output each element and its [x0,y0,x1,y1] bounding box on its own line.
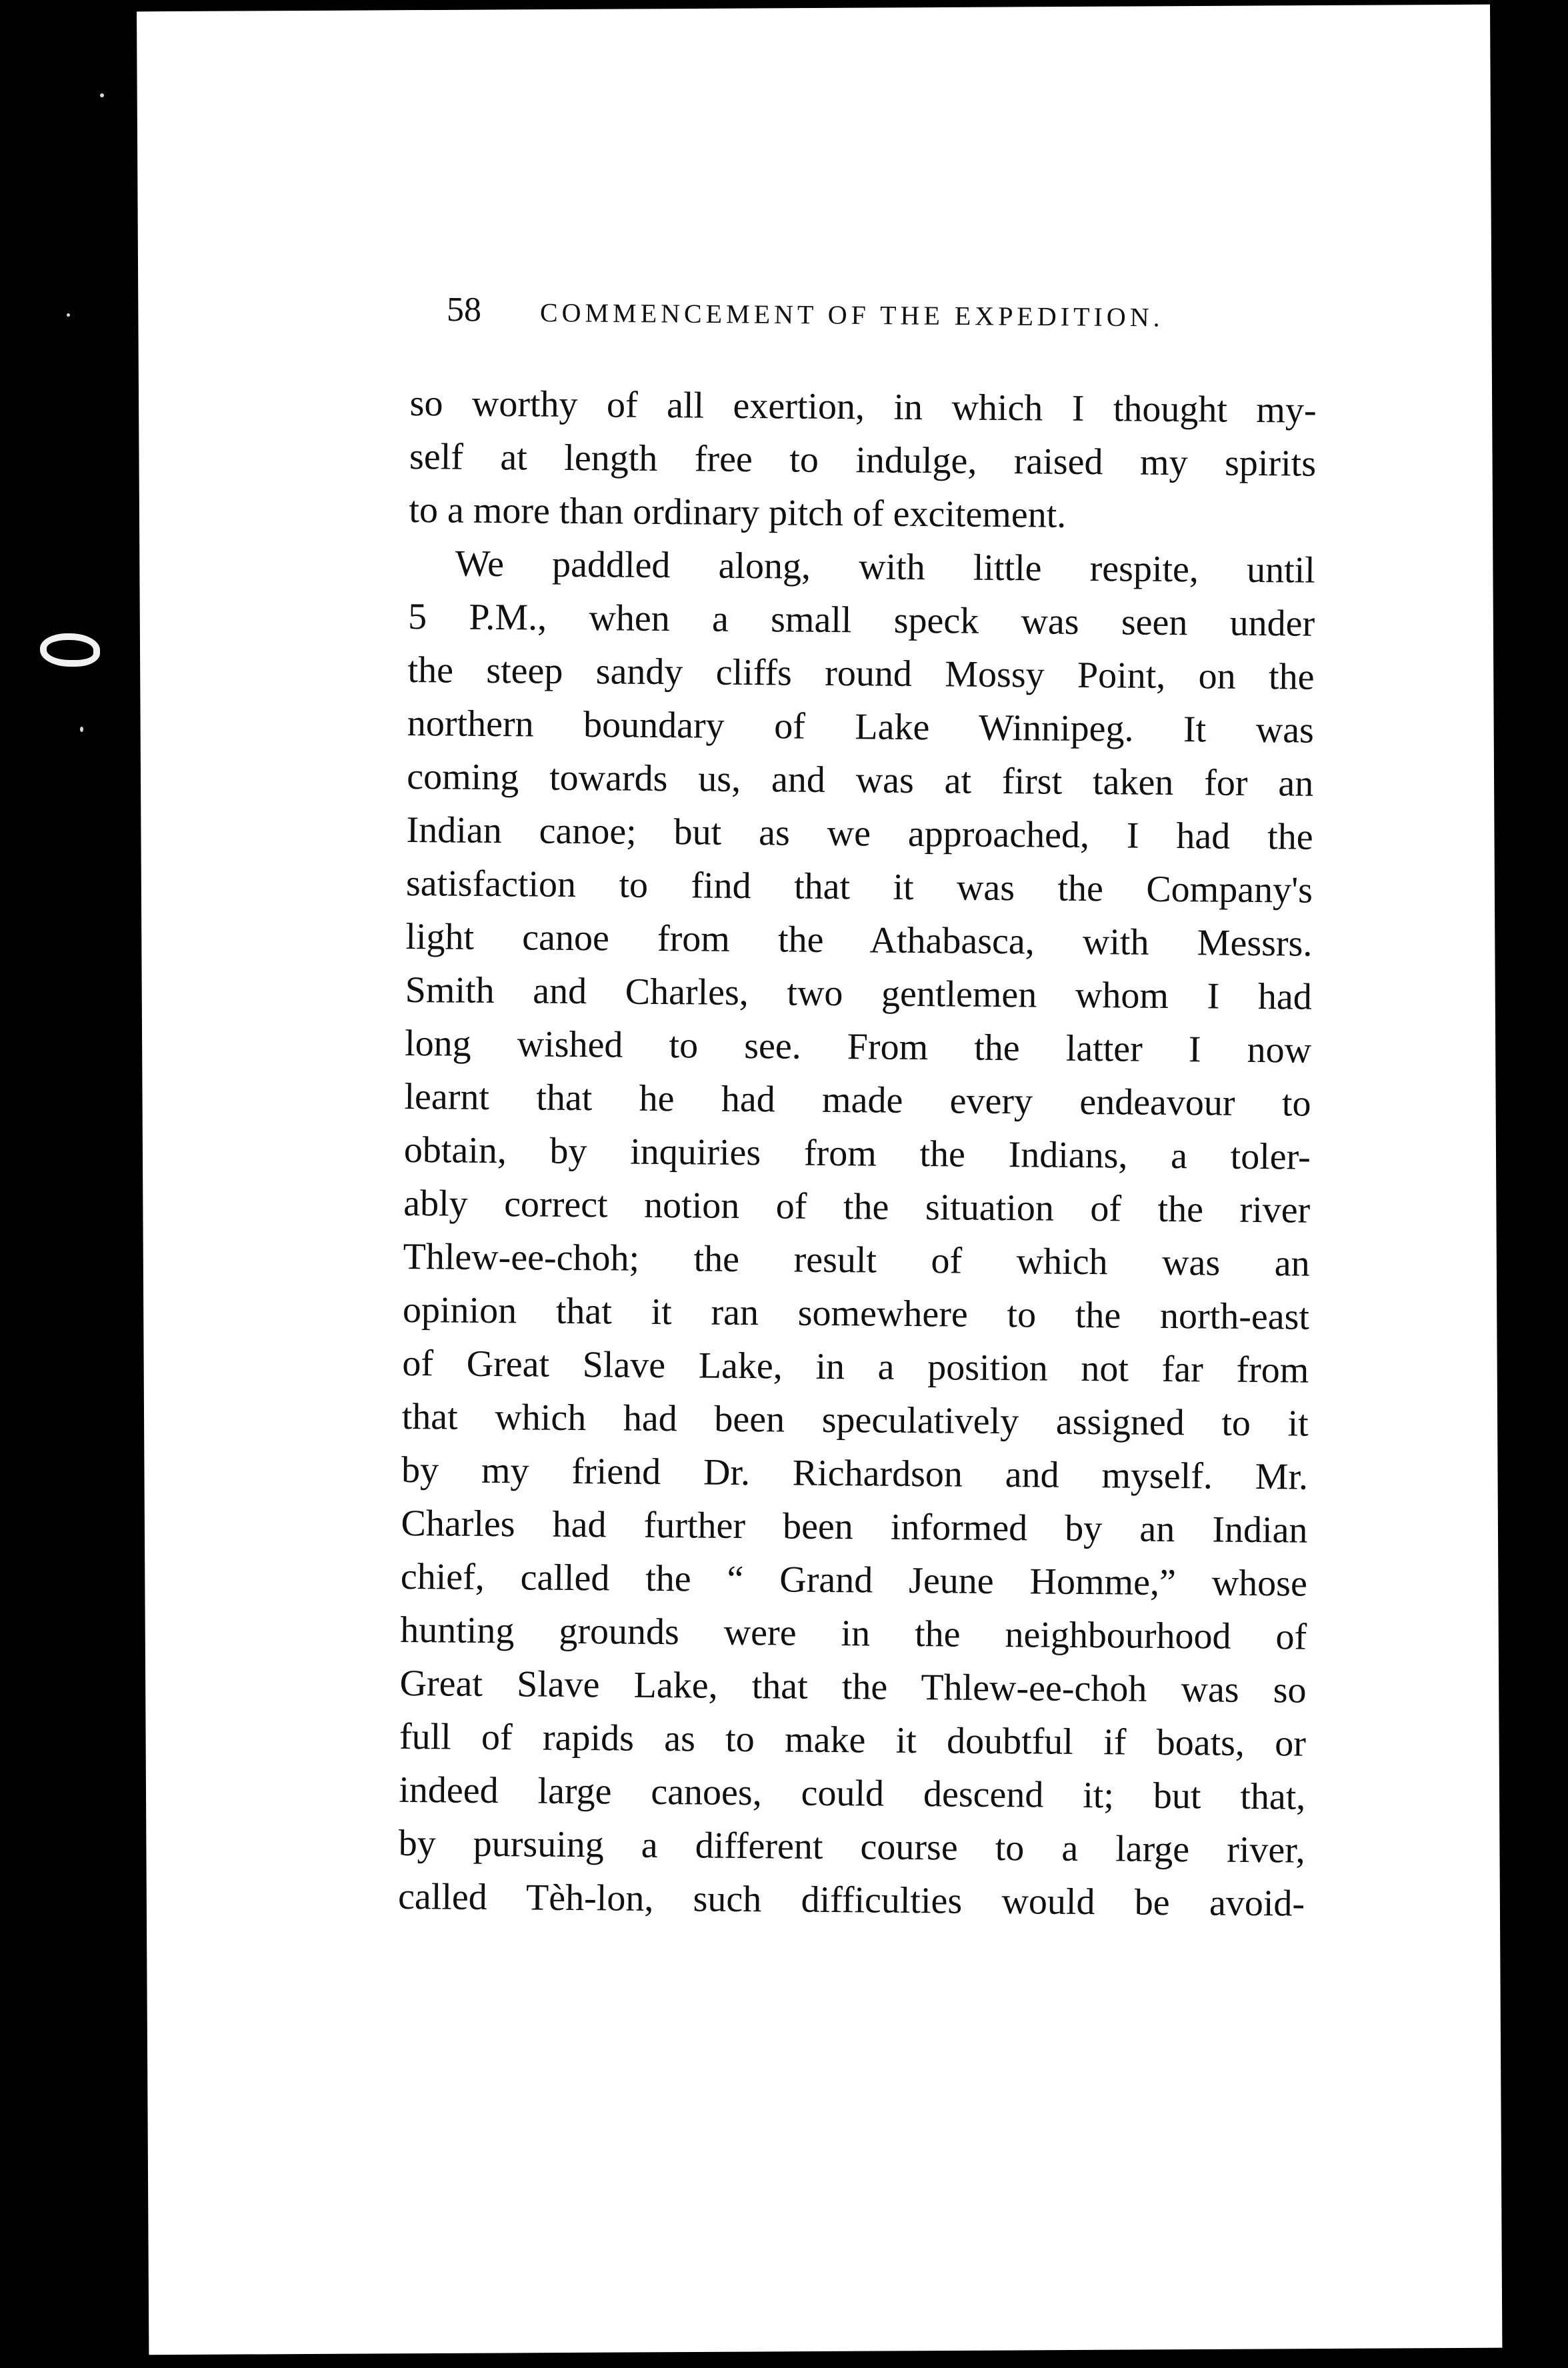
text-line: called Tèh-lon, such difficulties would be avoid- [397,1875,1305,1925]
binding-hole-mark [40,633,100,667]
body-text [398,377,1317,1931]
text-line: ably correct notion of the situation of the river [403,1182,1311,1231]
text-line: indeed large canoes, could descend it; but that, [399,1769,1306,1818]
page-header [447,287,1261,340]
text-line: light canoe from the Athabasca, with Messrs. [405,915,1313,965]
text-line: chief, called the “ Grand Jeune Homme,” whose [400,1555,1308,1605]
text-line: full of rapids as to make it doubtful if boats, or [399,1715,1307,1765]
text-line: the steep sandy cliffs round Mossy Point, on the [407,649,1315,698]
text-line: learnt that he had made every endeavour to [404,1075,1311,1125]
text-line: self at length free to indulge, raised my spirits [409,435,1317,485]
text-line: so worthy of all exertion, in which I thought my- [409,382,1317,431]
dust-speck [80,727,83,732]
text-line: Charles had further been informed by an Indian [401,1502,1308,1551]
text-line: by my friend Dr. Richardson and myself. Mr. [401,1449,1309,1498]
dust-speck [100,93,104,97]
running-head: COMMENCEMENT OF THE EXPEDITION. [539,297,1164,333]
text-line: to a more than ordinary pitch of excitement. [409,489,1067,536]
text-line: Smith and Charles, two gentlemen whom I had [405,969,1312,1018]
text-line: We paddled along, with little respite, until [455,543,1316,591]
text-line: opinion that it ran somewhere to the north-east [402,1289,1310,1338]
text-line: Great Slave Lake, that the Thlew-ee-choh was so [399,1662,1307,1711]
text-line: that which had been speculatively assigned to it [401,1395,1309,1445]
text-line: northern boundary of Lake Winnipeg. It was [407,702,1315,751]
text-line: of Great Slave Lake, in a position not far from [402,1342,1309,1391]
page-number: 58 [446,291,482,329]
text-line: coming towards us, and was at first taken for an [407,755,1314,805]
text-line: long wished to see. From the latter I now [404,1022,1312,1071]
text-line: Indian canoe; but as we approached, I had the [406,809,1313,858]
text-line: by pursuing a different course to a large river, [398,1822,1305,1871]
text-line: hunting grounds were in the neighbourhood of [399,1609,1307,1658]
text-line: 5 P.M., when a small speck was seen under [407,595,1315,645]
dust-speck [67,313,70,317]
text-line: obtain, by inquiries from the Indians, a toler- [403,1129,1311,1178]
text-line: satisfaction to find that it was the Company's [405,862,1313,911]
text-line: Thlew-ee-choh; the result of which was an [403,1235,1310,1285]
